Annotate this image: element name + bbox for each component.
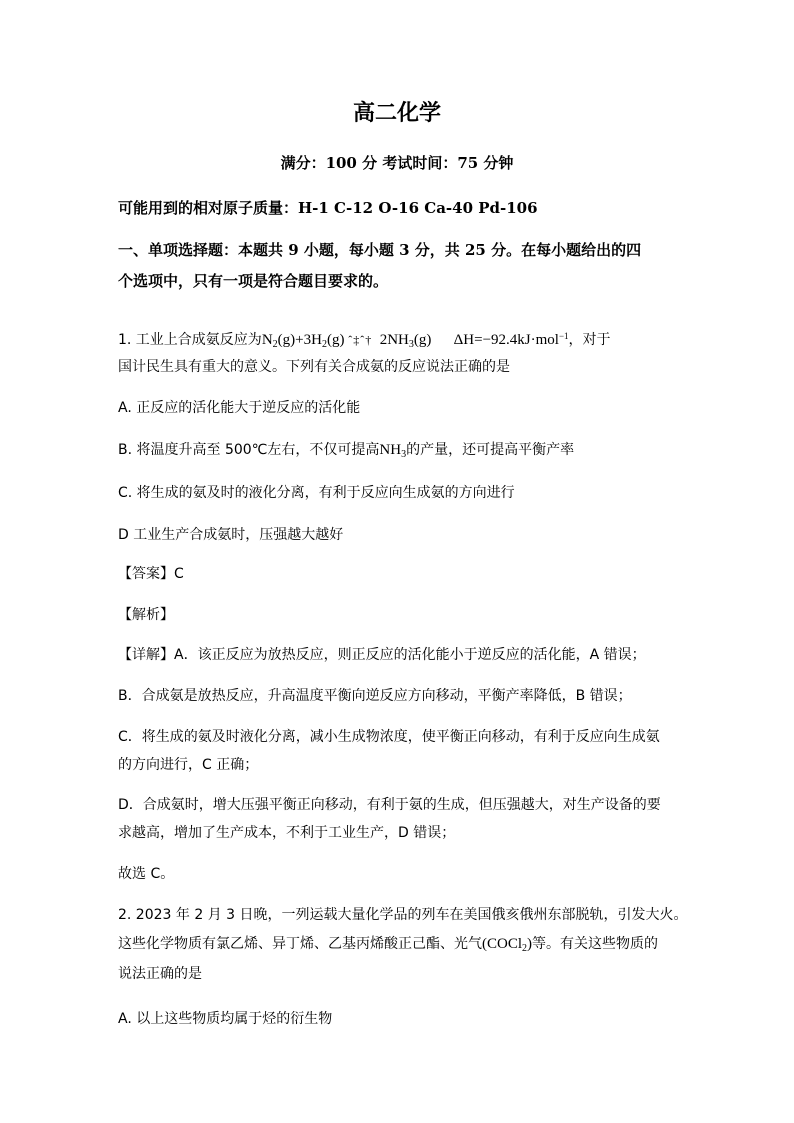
- q1-detail-a: 【详解】A．该正反应为放热反应，则正反应的活化能小于逆反应的活化能，A 错误；: [118, 647, 646, 663]
- equilibrium-arrow-icon: ˆ‡ˆ†: [348, 333, 373, 347]
- q1-enthalpy: ΔH=−92.4kJ·mol$^{-1}$: [453, 331, 569, 348]
- q1-equation: $N_2(g)+3H_2(g)$ ˆ‡ˆ† $2NH_3(g)$: [261, 332, 432, 350]
- q1-option-c: C. 将生成的氨及时的液化分离，有利于反应向生成氨的方向进行: [118, 485, 515, 501]
- q1-conclusion: 故选 C。: [118, 866, 175, 882]
- q1-detail-c-line2: 的方向进行，C 正确；: [118, 757, 259, 773]
- section-heading-line2: 个选项中，只有一项是符合题目要求的。: [118, 272, 389, 290]
- q1-detail-b: B．合成氨是放热反应，升高温度平衡向逆反应方向移动，平衡产率降低，B 错误；: [118, 688, 632, 704]
- exam-info: 满分：100 分 考试时间：75 分钟: [280, 154, 514, 172]
- q2-stem-line3: 说法正确的是: [118, 966, 202, 982]
- page-title: 高二化学: [352, 100, 441, 126]
- atomic-mass-note: 可能用到的相对原子质量：H-1 C-12 O-16 Ca-40 Pd-106: [118, 199, 538, 217]
- q1-detail-d-line2: 求越高，增加了生产成本，不利于工业生产，D 错误；: [118, 825, 456, 841]
- q1-option-d: D 工业生产合成氨时，压强越大越好: [118, 527, 344, 543]
- section-heading-line1: 一、单项选择题：本题共 9 小题，每小题 3 分，共 25 分。在每小题给出的四: [118, 241, 642, 259]
- q1-option-b: B. 将温度升高至 500℃左右，不仅可提高$NH_3$的产量，还可提高平衡产率: [118, 442, 575, 460]
- q1-detail-c-line1: C．将生成的氨及时液化分离，减小生成物浓度，使平衡正向移动，有利于反应向生成氨: [118, 729, 660, 745]
- q1-stem-line1: 1. 工业上合成氨反应为$N_2(g)+3H_2(g)$ ˆ‡ˆ† $2NH_3(g)$ ΔH=−92.4kJ·mol$^{-1}$，对于: [118, 331, 611, 350]
- q1-answer: 【答案】C: [118, 566, 184, 582]
- q2-stem-line1: 2. 2023 年 2 月 3 日晚，一列运载大量化学品的列车在美国俄亥俄州东部脱轨，引发大火。: [118, 907, 688, 923]
- q2-option-a: A. 以上这些物质均属于烃的衍生物: [118, 1011, 333, 1027]
- q1-detail-d-line1: D．合成氨时，增大压强平衡正向移动，有利于氨的生成，但压强越大，对生产设备的要: [118, 797, 661, 813]
- q1-stem-line2: 国计民生具有重大的意义。下列有关合成氨的反应说法正确的是: [118, 359, 510, 375]
- q2-stem-line2: 这些化学物质有氯乙烯、异丁烯、乙基丙烯酸正己酯、光气(COCl$_2$)等。有关这些物质的: [118, 936, 659, 954]
- q1-prefix: 1. 工业上合成氨反应为: [118, 332, 262, 348]
- q1-option-a: A. 正反应的活化能大于逆反应的活化能: [118, 400, 361, 416]
- q1-analysis-label: 【解析】: [118, 607, 174, 623]
